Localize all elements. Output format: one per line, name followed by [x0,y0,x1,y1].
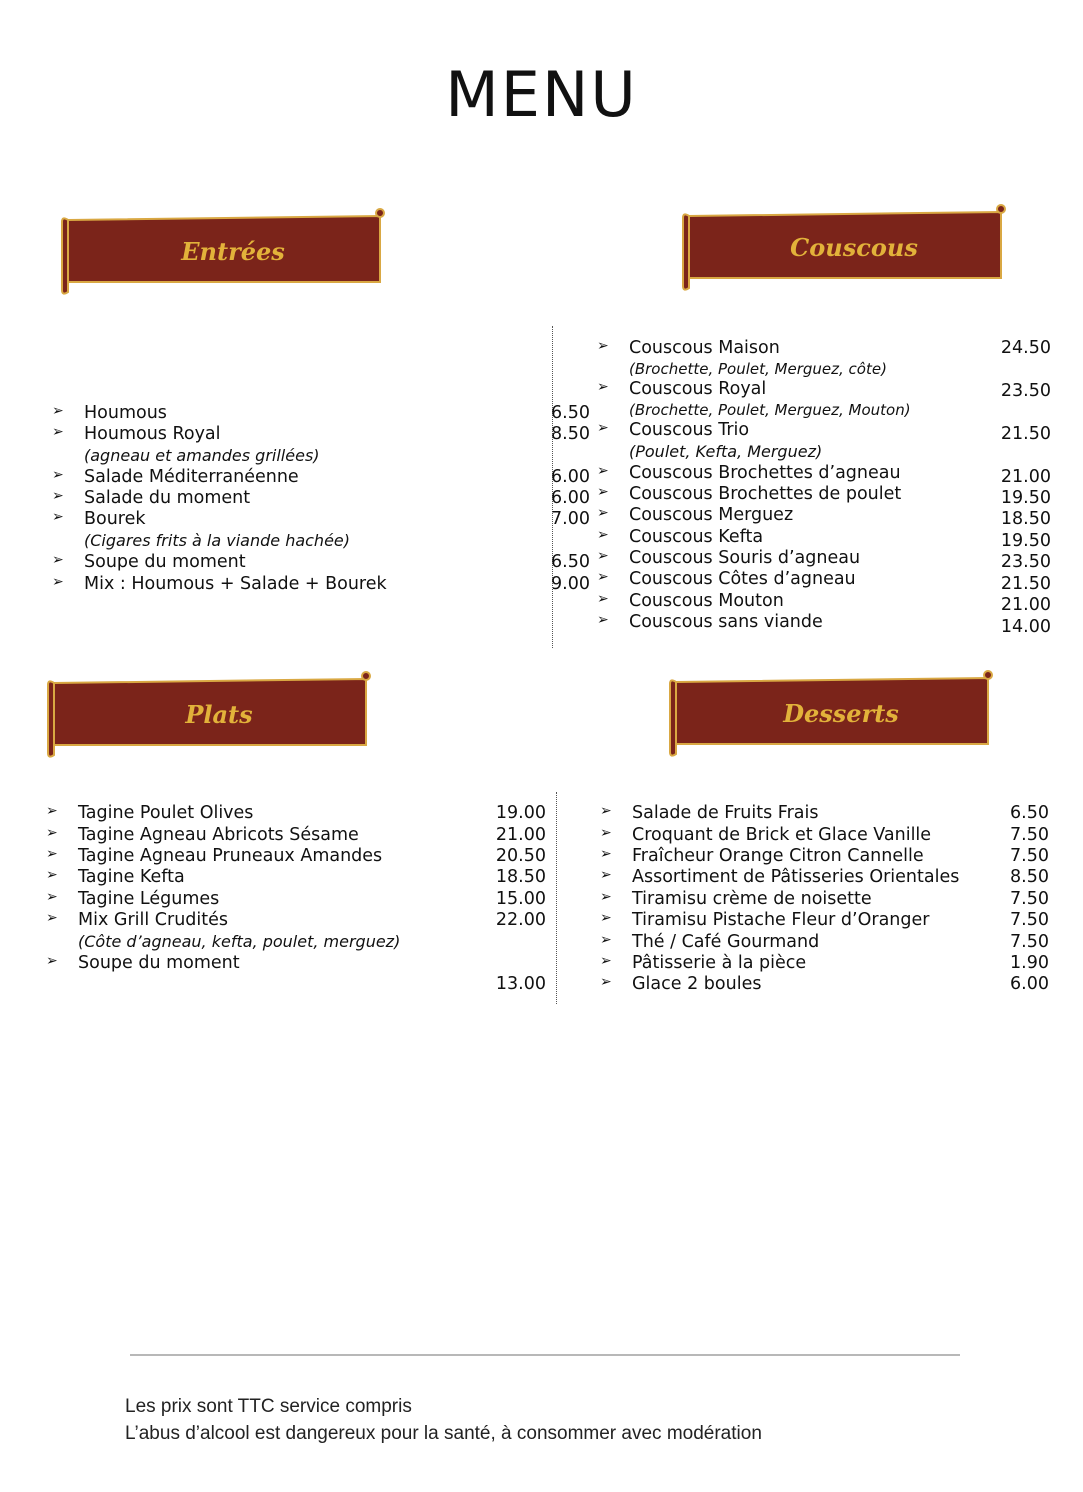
item-price: 1.90 [1010,953,1049,973]
item-name: Tiramisu Pistache Fleur d’Oranger [632,910,930,930]
section-heading-plats: Plats [185,699,253,729]
item-price: 21.00 [1000,595,1051,615]
arrow-bullet-icon: ➢ [597,463,609,479]
banner-couscous [679,202,1019,292]
arrow-bullet-icon: ➢ [46,846,58,862]
arrow-bullet-icon: ➢ [52,403,64,419]
footer-divider [130,1354,960,1356]
item-note: (Brochette, Poulet, Merguez, côte) [629,360,887,378]
item-name: Soupe du moment [84,552,246,572]
item-price: 19.50 [1000,488,1051,508]
item-price: 18.50 [1000,509,1051,529]
item-name: Couscous Souris d’agneau [629,548,861,568]
arrow-bullet-icon: ➢ [46,953,58,969]
item-price: 6.00 [551,467,590,487]
menu-title: MENU [445,58,638,131]
item-price: 7.50 [1010,825,1049,845]
item-name: Tagine Agneau Abricots Sésame [78,825,359,845]
arrow-bullet-icon: ➢ [597,420,609,436]
item-price: 6.00 [551,488,590,508]
item-name: Couscous Côtes d’agneau [629,569,856,589]
item-price: 21.50 [1000,424,1051,444]
item-price: 24.50 [1000,338,1051,358]
item-price: 6.50 [551,403,590,423]
item-name: Tagine Agneau Pruneaux Amandes [78,846,383,866]
arrow-bullet-icon: ➢ [597,484,609,500]
item-price: 8.50 [551,424,590,444]
arrow-bullet-icon: ➢ [600,889,612,905]
item-price: 14.00 [1000,617,1051,637]
arrow-bullet-icon: ➢ [52,467,64,483]
item-name: Tagine Poulet Olives [78,803,254,823]
item-name: Salade du moment [84,488,251,508]
item-name: Couscous Brochettes de poulet [629,484,902,504]
item-name: Pâtisserie à la pièce [632,953,807,973]
arrow-bullet-icon: ➢ [46,889,58,905]
item-price: 6.00 [1010,974,1049,994]
section-heading-entrees: Entrées [181,236,285,266]
item-price: 7.50 [1010,932,1049,952]
item-name: Couscous sans viande [629,612,823,632]
arrow-bullet-icon: ➢ [597,527,609,543]
arrow-bullet-icon: ➢ [600,974,612,990]
arrow-bullet-icon: ➢ [600,846,612,862]
arrow-bullet-icon: ➢ [597,569,609,585]
item-name: Couscous Trio [629,420,750,440]
item-price: 6.50 [1010,803,1049,823]
item-name: Couscous Kefta [629,527,764,547]
item-name: Salade Méditerranéenne [84,467,299,487]
item-price: 23.50 [1000,552,1051,572]
column-separator [552,326,553,648]
item-name: Assortiment de Pâtisseries Orientales [632,867,960,887]
item-name: Mix Grill Crudités [78,910,229,930]
item-name: Mix : Houmous + Salade + Bourek [84,574,387,594]
item-price: 19.00 [495,803,546,823]
item-price: 7.50 [1010,846,1049,866]
arrow-bullet-icon: ➢ [46,825,58,841]
arrow-bullet-icon: ➢ [52,488,64,504]
arrow-bullet-icon: ➢ [600,867,612,883]
arrow-bullet-icon: ➢ [600,953,612,969]
item-name: Salade de Fruits Frais [632,803,819,823]
item-price: 7.50 [1010,910,1049,930]
item-price: 7.00 [551,509,590,529]
arrow-bullet-icon: ➢ [52,509,64,525]
banner-plats [44,669,384,759]
arrow-bullet-icon: ➢ [46,803,58,819]
arrow-bullet-icon: ➢ [52,552,64,568]
item-name: Glace 2 boules [632,974,762,994]
item-note: (Poulet, Kefta, Merguez) [629,442,823,461]
arrow-bullet-icon: ➢ [46,867,58,883]
item-name: Bourek [84,509,146,529]
arrow-bullet-icon: ➢ [600,932,612,948]
item-price: 21.00 [1000,467,1051,487]
section-heading-desserts: Desserts [783,698,899,728]
item-name: Couscous Brochettes d’agneau [629,463,901,483]
item-price: 8.50 [1010,867,1049,887]
item-price: 13.00 [495,974,546,994]
arrow-bullet-icon: ➢ [597,505,609,521]
arrow-bullet-icon: ➢ [52,574,64,590]
item-note: (Côte d’agneau, kefta, poulet, merguez) [78,932,401,951]
item-name: Soupe du moment [78,953,240,973]
arrow-bullet-icon: ➢ [597,379,609,395]
arrow-bullet-icon: ➢ [46,910,58,926]
item-name: Couscous Royal [629,379,767,399]
arrow-bullet-icon: ➢ [600,825,612,841]
banner-entrees [58,206,398,296]
item-price: 21.00 [495,825,546,845]
item-name: Tiramisu crème de noisette [632,889,872,909]
item-price: 18.50 [495,867,546,887]
banner-desserts [666,668,1006,758]
item-price: 23.50 [1000,381,1051,401]
item-price: 21.50 [1000,574,1051,594]
item-price: 9.00 [551,574,590,594]
item-name: Houmous [84,403,167,423]
item-name: Tagine Légumes [78,889,220,909]
arrow-bullet-icon: ➢ [597,548,609,564]
arrow-bullet-icon: ➢ [600,803,612,819]
item-name: Fraîcheur Orange Citron Cannelle [632,846,924,866]
arrow-bullet-icon: ➢ [597,338,609,354]
arrow-bullet-icon: ➢ [597,612,609,628]
item-note: (agneau et amandes grillées) [84,446,320,465]
item-price: 6.50 [551,552,590,572]
item-price: 19.50 [1000,531,1051,551]
item-price: 7.50 [1010,889,1049,909]
item-name: Couscous Merguez [629,505,794,525]
item-name: Tagine Kefta [78,867,185,887]
item-name: Couscous Maison [629,338,780,358]
item-price: 22.00 [495,910,546,930]
item-name: Couscous Mouton [629,591,784,611]
item-price: 20.50 [495,846,546,866]
section-heading-couscous: Couscous [790,232,918,262]
item-note: (Cigares frits à la viande hachée) [84,531,350,550]
arrow-bullet-icon: ➢ [597,591,609,607]
item-note: (Brochette, Poulet, Merguez, Mouton) [629,401,911,419]
footer-alcohol-warning: L’abus d’alcool est dangereux pour la santé, à consommer avec modération [125,1423,762,1444]
arrow-bullet-icon: ➢ [52,424,64,440]
footer-price-note: Les prix sont TTC service compris [125,1396,412,1417]
item-name: Thé / Café Gourmand [632,932,820,952]
column-separator [556,792,557,1004]
item-name: Houmous Royal [84,424,221,444]
item-price: 15.00 [495,889,546,909]
item-name: Croquant de Brick et Glace Vanille [632,825,932,845]
arrow-bullet-icon: ➢ [600,910,612,926]
